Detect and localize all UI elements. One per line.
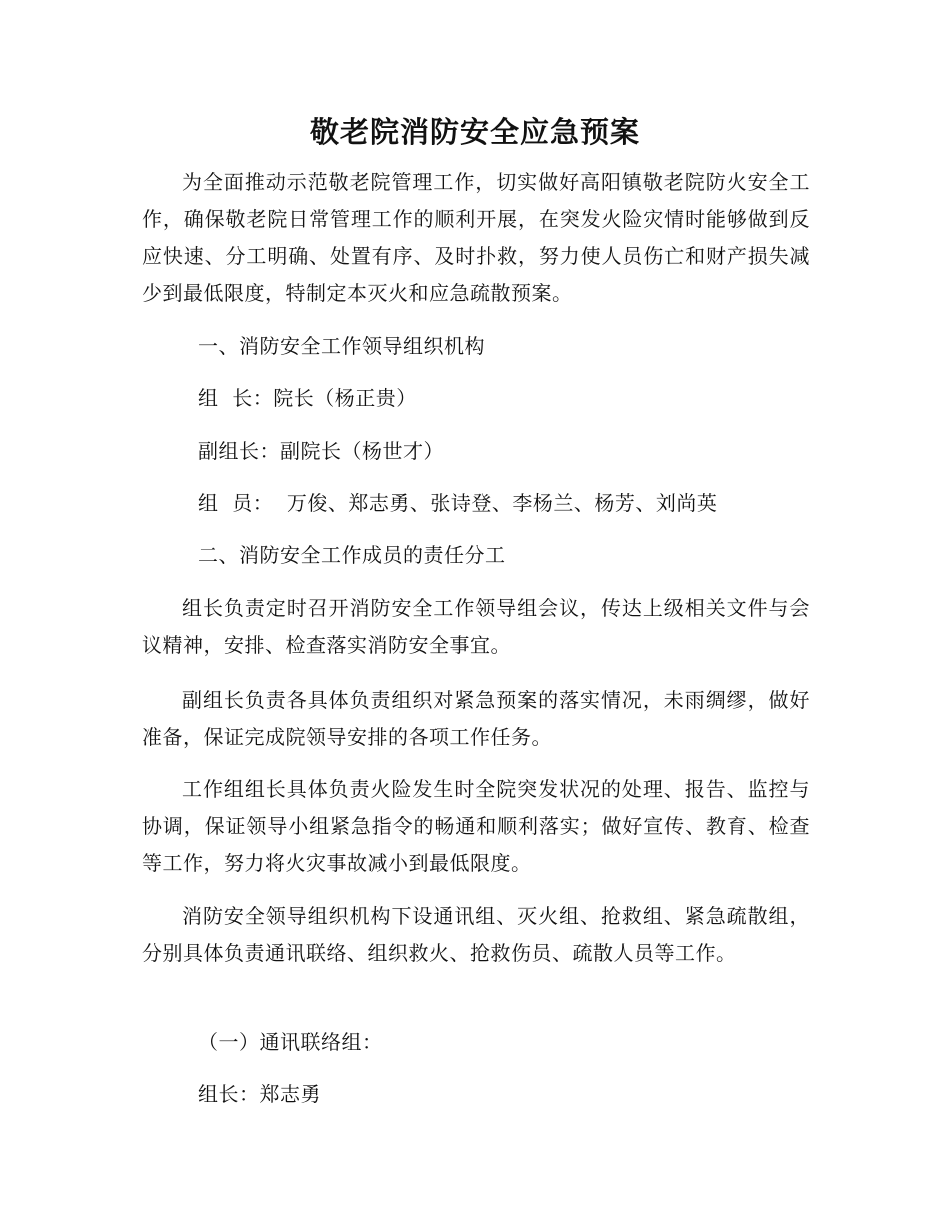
deputy-line: 副组长：副院长（杨世才） <box>198 439 444 463</box>
duty-leader-paragraph: 组长负责定时召开消防安全工作领导组会议，传达上级相关文件与会议精神，安排、检查落实消防安全事宜。 <box>142 596 810 657</box>
subsection1-leader: 组长：郑志勇 <box>198 1082 321 1106</box>
section1-heading: 一、消防安全工作领导组织机构 <box>198 334 485 358</box>
subsection1-heading: （一）通讯联络组： <box>198 1030 383 1054</box>
duty-subgroups-paragraph: 消防安全领导组织机构下设通讯组、灭火组、抢救组、紧急疏散组，分别具体负责通讯联络、组织救火、抢救伤员、疏散人员等工作。 <box>142 904 810 965</box>
duty-group-leader-paragraph: 工作组组长具体负责火险发生时全院突发状况的处理、报告、监控与协调，保证领导小组紧急指令的畅通和顺利落实；做好宣传、教育、检查等工作，努力将火灾事故减小到最低限度。 <box>142 777 810 875</box>
leader-line: 组 长：院长（杨正贵） <box>198 386 417 410</box>
members-line: 组 员： 万俊、郑志勇、张诗登、李杨兰、杨芳、刘尚英 <box>198 491 718 515</box>
section2-heading: 二、消防安全工作成员的责任分工 <box>198 543 506 567</box>
document-title: 敬老院消防安全应急预案 <box>309 115 640 149</box>
intro-paragraph: 为全面推动示范敬老院管理工作，切实做好高阳镇敬老院防火安全工作，确保敬老院日常管理工作的顺利开展，在突发火险灾情时能够做到反应快速、分工明确、处置有序、及时扑救，努力使人员伤亡和财产损失减少到最低限度，特制定本灭火和应急疏散预案。 <box>142 170 810 305</box>
duty-deputy-paragraph: 副组长负责各具体负责组织对紧急预案的落实情况，未雨绸缪，做好准备，保证完成院领导安排的各项工作任务。 <box>142 688 810 749</box>
